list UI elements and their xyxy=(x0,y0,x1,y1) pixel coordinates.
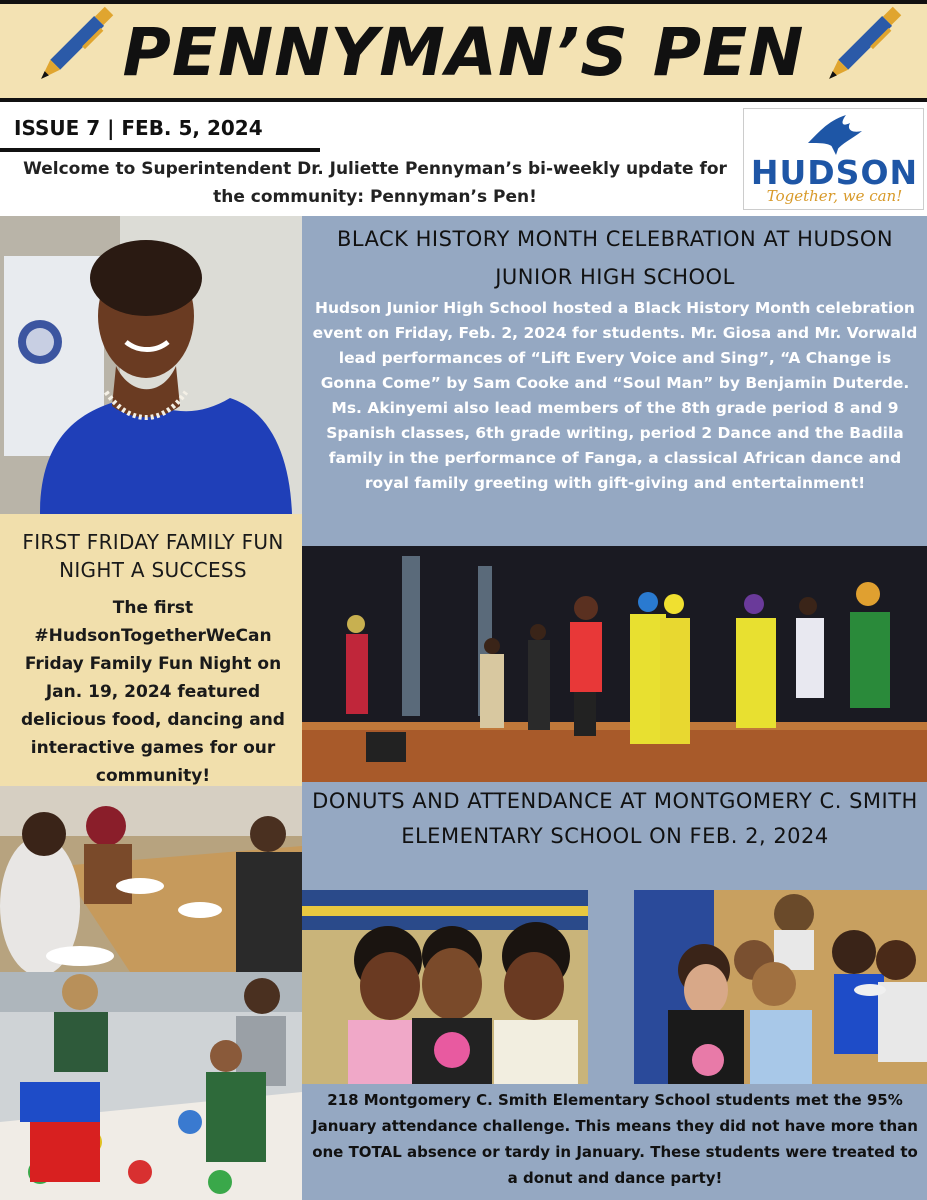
issue-label: ISSUE 7 | FEB. 5, 2024 xyxy=(14,116,263,140)
donuts-title: DONUTS AND ATTENDANCE AT MONTGOMERY C. SMITH ELEMENTARY SCHOOL ON FEB. 2, 2024 xyxy=(312,789,918,848)
black-history-body: Hudson Junior High School hosted a Black History Month celebration event on Friday, Feb. 2, 2024 for students. Mr. Giosa and Mr. Vorwald lead performances of “Lift Every Voice and Sing”, “A Change is Gonna Come” by Sam Cooke and “Soul Man” by Benjamin Duterde. Ms. Akinyemi also lead members of the 8th grade period 8 and 9 Spanish classes, 6th grade writing, period 2 Dance and the Badila family in the performance of Fanga, a classical African dance and royal family greeting with gift-giving and entertainment! xyxy=(312,299,918,492)
logo-wordmark: HUDSON xyxy=(750,153,919,192)
masthead-rule xyxy=(0,98,927,102)
stage-performance-photo xyxy=(302,546,927,782)
family-night-games-photo xyxy=(0,972,302,1200)
family-night-dinner-photo xyxy=(0,786,302,972)
black-history-title: BLACK HISTORY MONTH CELEBRATION AT HUDSON JUNIOR HIGH SCHOOL xyxy=(336,227,894,289)
masthead-title: PENNYMAN’S PEN xyxy=(122,14,805,91)
welcome-text: Welcome to Superintendent Dr. Juliette Pennyman’s bi-weekly update for the community: Pennyman’s Pen! xyxy=(23,159,727,207)
first-friday-body: The first #HudsonTogetherWeCan Friday Family Fun Night on Jan. 19, 2024 featured delicious food, dancing and interactive games for our community! xyxy=(21,598,285,786)
issue-underline xyxy=(0,148,320,152)
students-donuts-photo xyxy=(634,890,927,1084)
logo-tagline: Together, we can! xyxy=(766,187,903,205)
students-smiling-photo xyxy=(302,890,588,1084)
eagle-icon xyxy=(806,113,864,157)
hudson-logo xyxy=(743,108,924,210)
first-friday-title: FIRST FRIDAY FAMILY FUN NIGHT A SUCCESS xyxy=(22,530,284,582)
superintendent-portrait xyxy=(0,216,302,514)
donuts-body: 218 Montgomery C. Smith Elementary School students met the 95% January attendance challenge. This means they did not have more than one TOTAL absence or tardy in January. These students were treated to a donut and dance party! xyxy=(312,1091,918,1187)
